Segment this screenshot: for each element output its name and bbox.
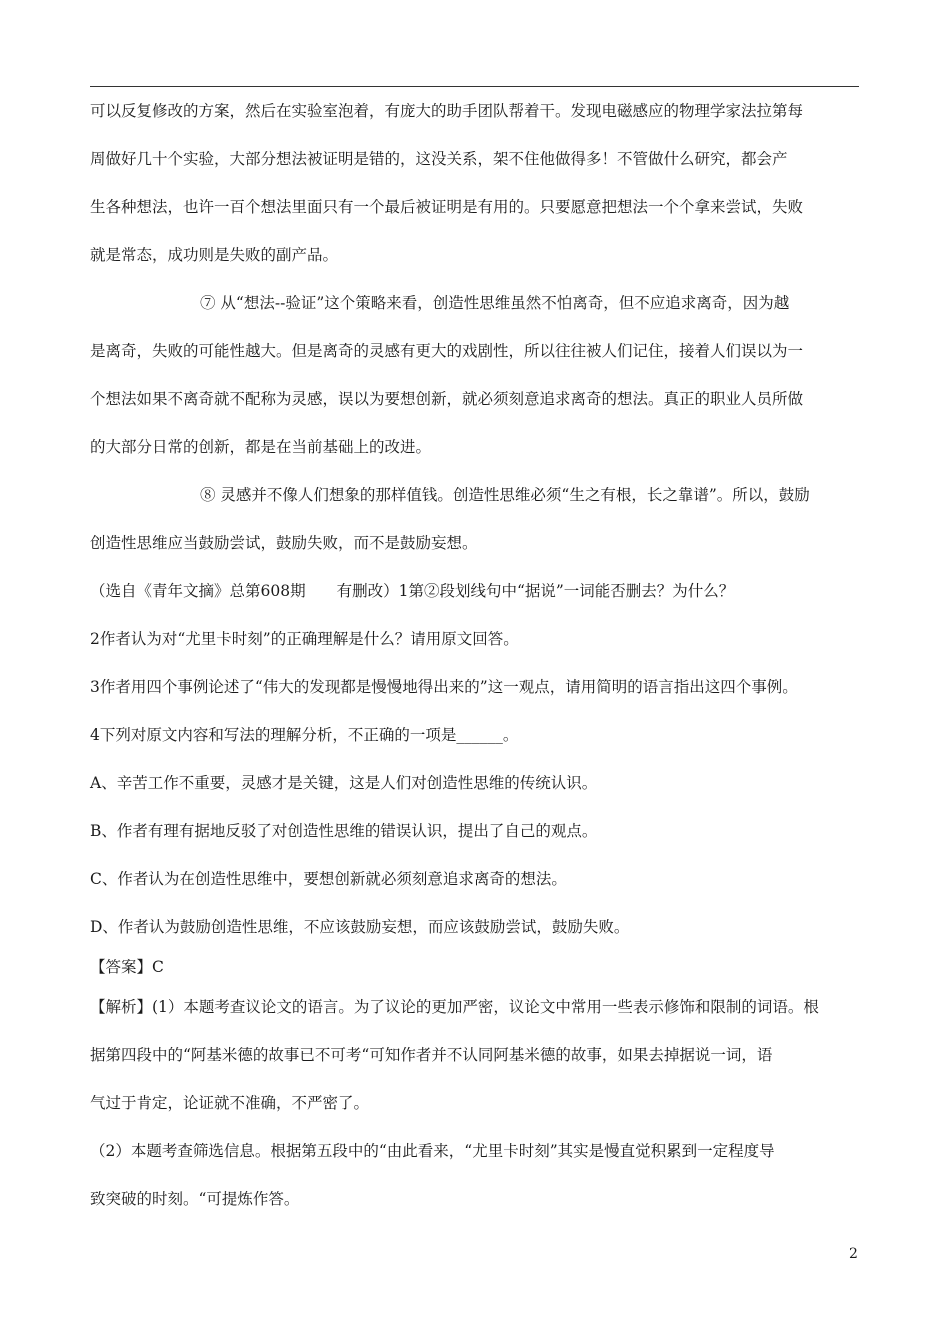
p7-line-4: 的大部分日常的创新，都是在当前基础上的改进。 [90,438,432,456]
question-3: 3作者用四个事例论述了“伟大的发现都是慢慢地得出来的”这一观点，请用简明的语言指出这四个事例。 [90,678,798,696]
option-d: D、作者认为鼓励创造性思维，不应该鼓励妄想，而应该鼓励尝试，鼓励失败。 [90,918,630,936]
analysis-1-line-2: 据第四段中的“阿基米德的故事已不可考“可知作者并不认同阿基米德的故事，如果去掉据说一词，语 [90,1046,773,1064]
analysis-1-line-1: 【解析】(1）本题考查议论文的语言。为了议论的更加严密，议论文中常用一些表示修饰和限制的词语。根 [90,998,819,1016]
answer-line: 【答案】C [90,958,164,976]
p6-line-3: 生各种想法，也许一百个想法里面只有一个最后被证明是有用的。只要愿意把想法一个个拿来尝试，失败 [90,198,804,216]
p6-line-4: 就是常态，成功则是失败的副产品。 [90,246,339,264]
analysis-2-line-1: （2）本题考查筛选信息。根据第五段中的“由此看来，“尤里卡时刻”其实是慢直觉积累到一定程度导 [90,1142,775,1160]
option-b: B、作者有理有据地反驳了对创造性思维的错误认识，提出了自己的观点。 [90,822,598,840]
analysis-2-line-2: 致突破的时刻。“可提炼作答。 [90,1190,300,1208]
question-2: 2作者认为对“尤里卡时刻”的正确理解是什么？请用原文回答。 [90,630,519,648]
header-rule [90,86,859,87]
source-and-question-1: （选自《青年文摘》总第608期 有删改）1第②段划线句中“据说”一词能否删去？为什么？ [90,582,735,600]
p6-line-1: 可以反复修改的方案，然后在实验室泡着，有庞大的助手团队帮着干。发现电磁感应的物理学家法拉第每 [90,102,804,120]
p7-line-1: ⑦ 从“想法--验证”这个策略来看，创造性思维虽然不怕离奇，但不应追求离奇，因为越 [200,294,790,312]
p6-line-2: 周做好几十个实验，大部分想法被证明是错的，这没关系，架不住他做得多！不管做什么研究，都会产 [90,150,788,168]
p8-line-2: 创造性思维应当鼓励尝试，鼓励失败，而不是鼓励妄想。 [90,534,478,552]
p7-line-3: 个想法如果不离奇就不配称为灵感，误以为要想创新，就必须刻意追求离奇的想法。真正的职业人员所做 [90,390,804,408]
option-a: A、辛苦工作不重要，灵感才是关键，这是人们对创造性思维的传统认识。 [90,774,598,792]
option-c: C、作者认为在创造性思维中，要想创新就必须刻意追求离奇的想法。 [90,870,567,888]
analysis-1-line-3: 气过于肯定，论证就不准确，不严密了。 [90,1094,370,1112]
question-4: 4下列对原文内容和写法的理解分析，不正确的一项是______。 [90,726,519,744]
p8-line-1: ⑧ 灵感并不像人们想象的那样值钱。创造性思维必须“生之有根，长之靠谱”。所以，鼓励 [200,486,810,504]
page-number: 2 [849,1246,858,1262]
p7-line-2: 是离奇，失败的可能性越大。但是离奇的灵感有更大的戏剧性，所以往往被人们记住，接着人们误以为一 [90,342,804,360]
